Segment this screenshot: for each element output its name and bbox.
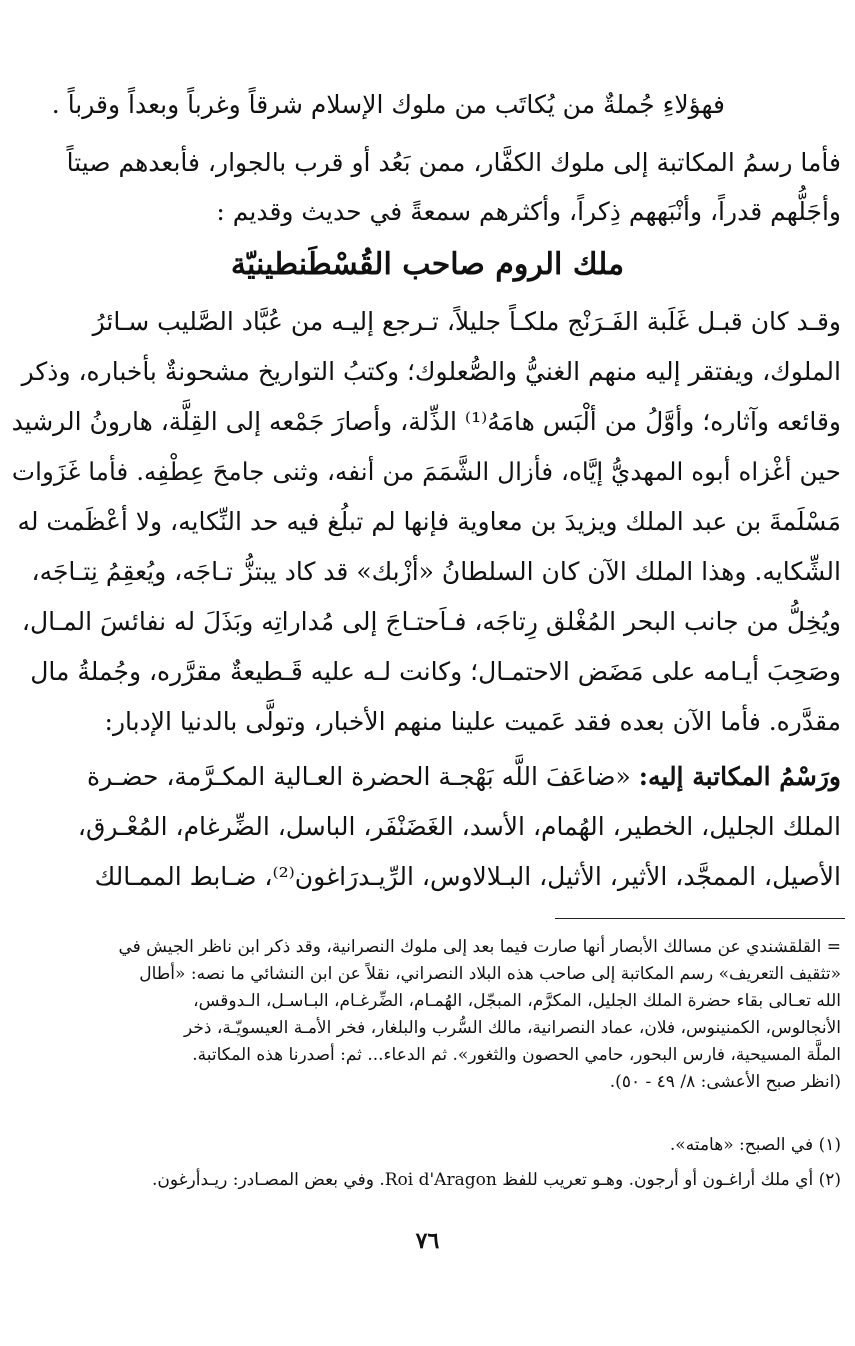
body-line-13 [11, 760, 841, 794]
body-line-13-text: «ضاعَفَ اللَّه بَهْجـة الحضرة العـالية المكـرَّمة، حضـرة [87, 762, 631, 791]
body-line-12: مقدَّره. فأما الآن بعده فقد عَميت علينا منهم الأخبار، وتولَّى بالدنيا الإدبار: [104, 707, 841, 736]
body-line-8: مَسْلَمةَ بن عبد الملك ويزيدَ بن معاوية فإنها لم تبلُغ فيه حد النِّكايه، ولا أعْظَمت له [17, 507, 841, 536]
footnote-2: (٢) أي ملك أراغـون أو أرجون. وهـو تعريب للفظ Roi d'Aragon. وفي بعض المصـادر: ريـدأرغون. [151, 1170, 841, 1190]
section-heading: ملك الروم صاحب القُسْطَنطينيّة [230, 247, 625, 282]
body-line-15: الأصيل، الممجَّد، الأثير، الأثيل، البـلالاوس، الرِّيـدرَاغون⁽²⁾، ضـابط الممـالك [94, 862, 841, 891]
body-line-14: الملك الجليل، الخطير، الهُمام، الأسد، الغَضَنْفَر، الباسل، الضِّرغام، المُعْـرق، [77, 812, 841, 841]
body-line-5: الملوك، ويفتقر إليه منهم الغنيُّ والصُّعلوك؛ وكتبُ التواريخ مشحونةٌ بأخباره، وذكر [21, 357, 841, 386]
footnote-note-line-1 [11, 935, 841, 959]
footnote-note-line-5: الملَّة المسيحية، فارس البحور، حامي الحصون والثغور». ثم الدعاء... ثم: أصدرنا هذه المكاتبة. [192, 1045, 841, 1065]
footnote-separator [555, 918, 845, 919]
footnote-note-line-2: «تثقيف التعريف» رسم المكاتبة إلى صاحب هذه البلاد النصراني، نقلاً عن ابن النشائي ما نصه: «أطال [139, 964, 841, 984]
body-line-11: وصَحِبَ أيـامه على مَضَض الاحتمـال؛ وكانت لـه عليه قَـطيعةٌ مقرَّره، وجُملةُ مال [30, 657, 841, 686]
page-number: ٧٦ [415, 1228, 440, 1254]
body-line-3: وأجَلُّهم قدراً، وأنْبَههم ذِكراً، وأكثرهم سمعةً في حديث وقديم : [216, 197, 841, 226]
body-line-6: وقائعه وآثاره؛ وأوَّلُ من ألْبَس هامَهُ⁽¹⁾ الذِّلة، وأصارَ جَمْعه إلى القِلَّة، هارونُ الرشيد [11, 407, 841, 436]
body-line-1: فهؤلاءِ جُملةٌ من يُكاتَب من ملوك الإسلام شرقاً وغرباً وبعداً وقرباً . [51, 90, 725, 119]
body-line-10: ويُخِلُّ من جانب البحر المُغْلق رِتاجَه، فـاَحتـاجَ إلى مُداراتِه وبَذَلَ له نفائسَ المـال، [21, 607, 841, 636]
footnote-continuation-marker: = [826, 937, 841, 957]
body-line-7: حين أغْزاه أبوه المهديُّ إيَّاه، فأزال الشَّمَمَ من أنفه، وثنى جامحَ عِطْفِه. فأما غَزَوات [11, 457, 841, 486]
footnote-note-line-1-text: القلقشندي عن مسالك الأبصار أنها صارت فيما بعد إلى ملوك النصرانية، وقد ذكر ابن ناظر الجيش في [118, 937, 822, 957]
footnote-note-line-6: (انظر صبح الأعشى: ٨/ ٤٩ - ٥٠). [609, 1072, 841, 1092]
footnote-note-line-4: الأنجالوس، الكمنينوس، فلان، عماد النصرانية، مالك السُّرب والبلغار، فخر الأمـة العيسويّـة، ذخر [183, 1018, 841, 1038]
footnote-1: (١) في الصبح: «هامته». [669, 1135, 841, 1155]
body-line-9: الشِّكايه. وهذا الملك الآن كان السلطانُ «أزْبك» قد كاد يبتزُّ تـاجَه، ويُعقِمُ نِتـاجَه، [31, 557, 841, 586]
footnote-note-line-3: الله تعـالى بقاء حضرة الملك الجليل، المكرَّم، المبجّل، الهُمـام، الضِّرغـام، البـاسـل، الـدوقس، [193, 991, 841, 1011]
lead-bold-text: ورَسْمُ المكاتبة إليه: [638, 762, 841, 791]
body-line-2: فأما رسمُ المكاتبة إلى ملوك الكفَّار، ممن بَعُد أو قرب بالجوار، فأبعدهم صيتاً [66, 148, 841, 177]
body-line-4: وقـد كان قبـل غَلَبة الفَـرَنْج ملكـاً جليلاً، تـرجع إليـه من عُبَّاد الصَّليب سـائرُ [92, 307, 841, 336]
